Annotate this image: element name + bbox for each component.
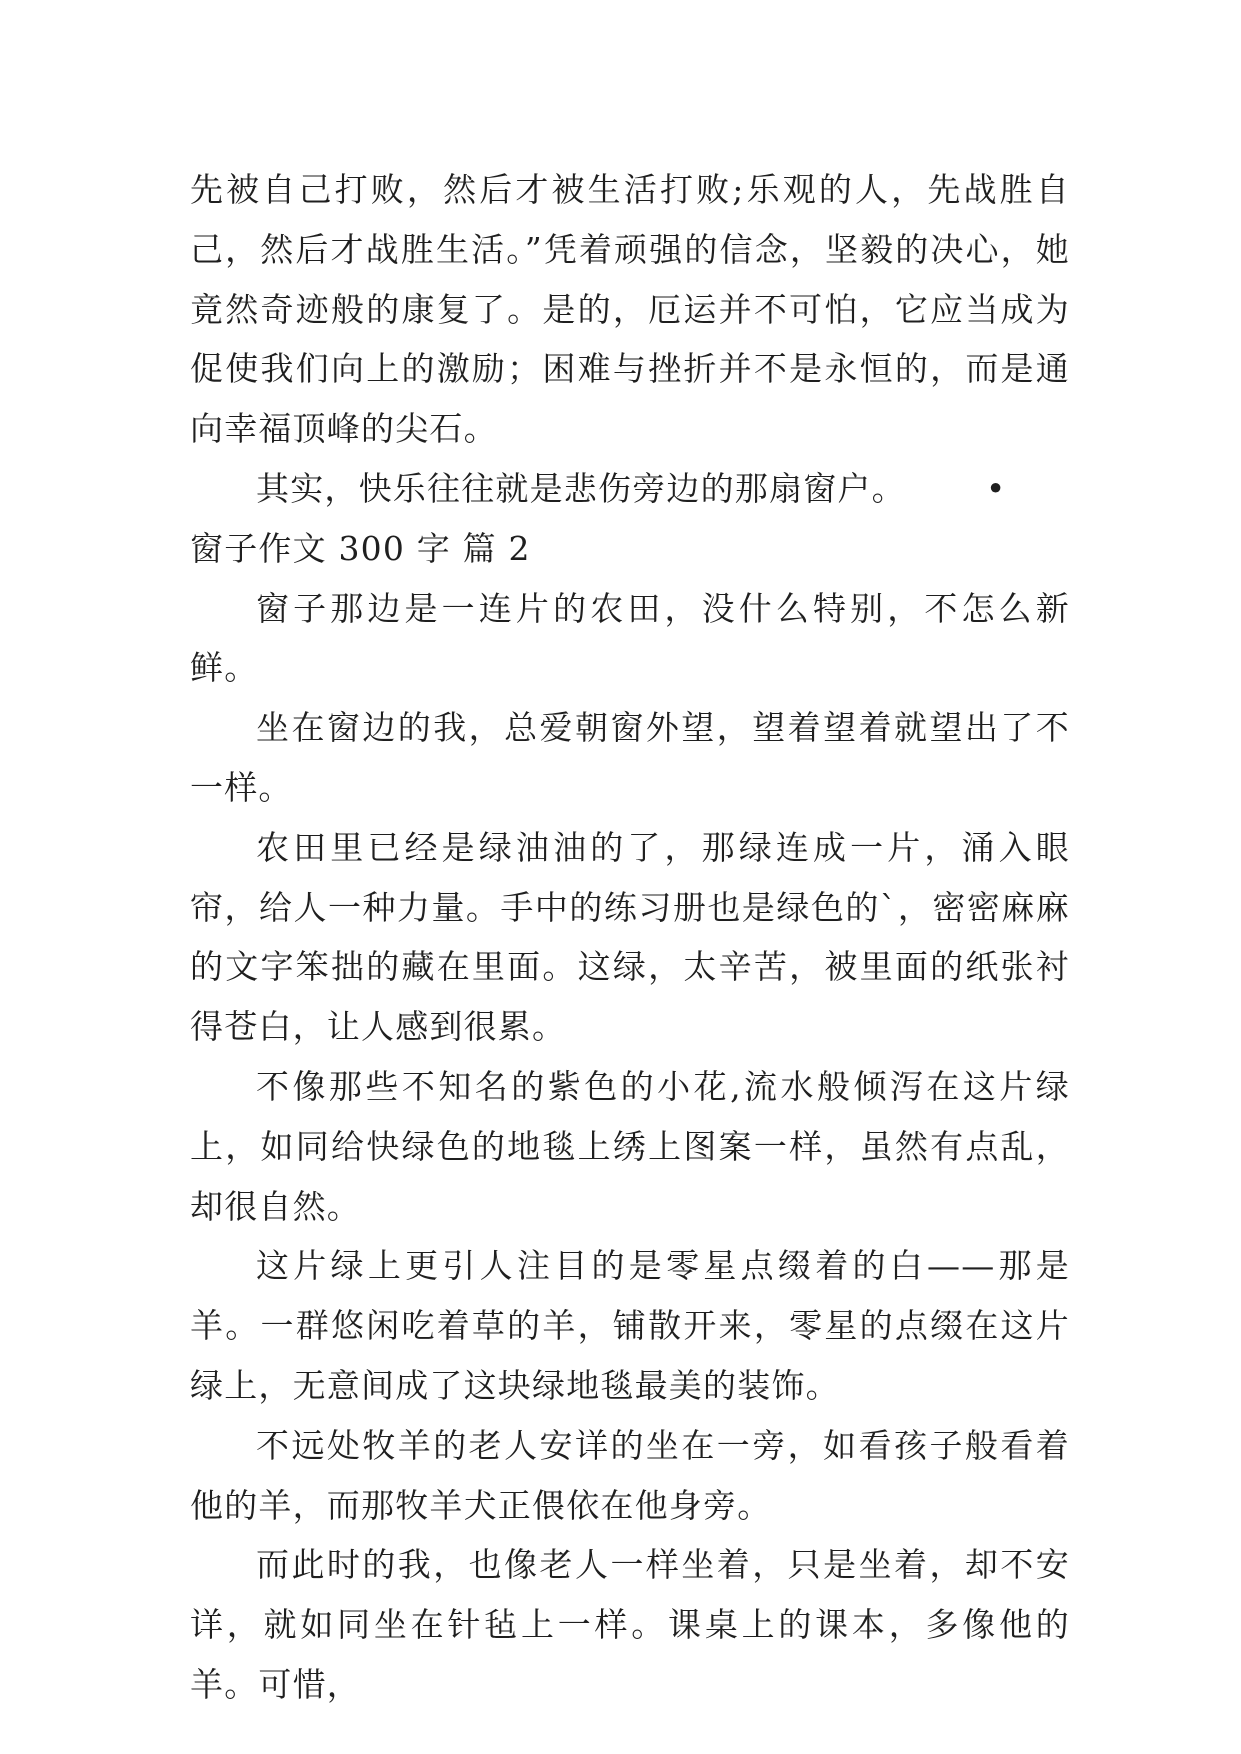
paragraph-continued: 先被自己打败，然后才被生活打败;乐观的人，先战胜自己，然后才战胜生活。”凭着顽强的信念，坚毅的决心，她竟然奇迹般的康复了。是的，厄运并不可怕，它应当成为促使我们向上的激励；困难与挫折并不是永恒的，而是通向幸福顶峰的尖石。 (190, 170, 1070, 449)
paragraph: 不远处牧羊的老人安详的坐在一旁，如看孩子般看着他的羊，而那牧羊犬正偎依在他身旁。 (190, 1425, 1070, 1525)
paragraph: 这片绿上更引人注目的是零星点缀着的白——那是羊。一群悠闲吃着草的羊，铺散开来，零星的点缀在这片绿上，无意间成了这块绿地毯最美的装饰。 (190, 1246, 1070, 1405)
paragraph-happiness-text: 其实，快乐往往就是悲伤旁边的那扇窗户。 (256, 468, 906, 508)
document-body (190, 160, 1070, 1715)
paragraph: 而此时的我，也像老人一样坐着，只是坐着，却不安详，就如同坐在针毡上一样。课桌上的课本，多像他的羊。可惜， (190, 1545, 1070, 1704)
paragraph: 坐在窗边的我，总爱朝窗外望，望着望着就望出了不一样。 (190, 708, 1070, 807)
section-title: 窗子作文 300 字 篇 2 (190, 528, 531, 568)
paragraph-happiness (190, 459, 1070, 519)
paragraph: 窗子那边是一连片的农田，没什么特别，不怎么新鲜。 (190, 588, 1070, 688)
paragraph: 不像那些不知名的紫色的小花,流水般倾泻在这片绿上，如同给快绿色的地毯上绣上图案一样，虽然有点乱，却很自然。 (190, 1066, 1070, 1226)
paragraph: 农田里已经是绿油油的了，那绿连成一片，涌入眼帘，给人一种力量。手中的练习册也是绿色的`，密密麻麻的文字笨拙的藏在里面。这绿，太辛苦，被里面的纸张衬得苍白，让人感到很累。 (190, 827, 1070, 1047)
bullet-mark: • (985, 468, 1007, 508)
